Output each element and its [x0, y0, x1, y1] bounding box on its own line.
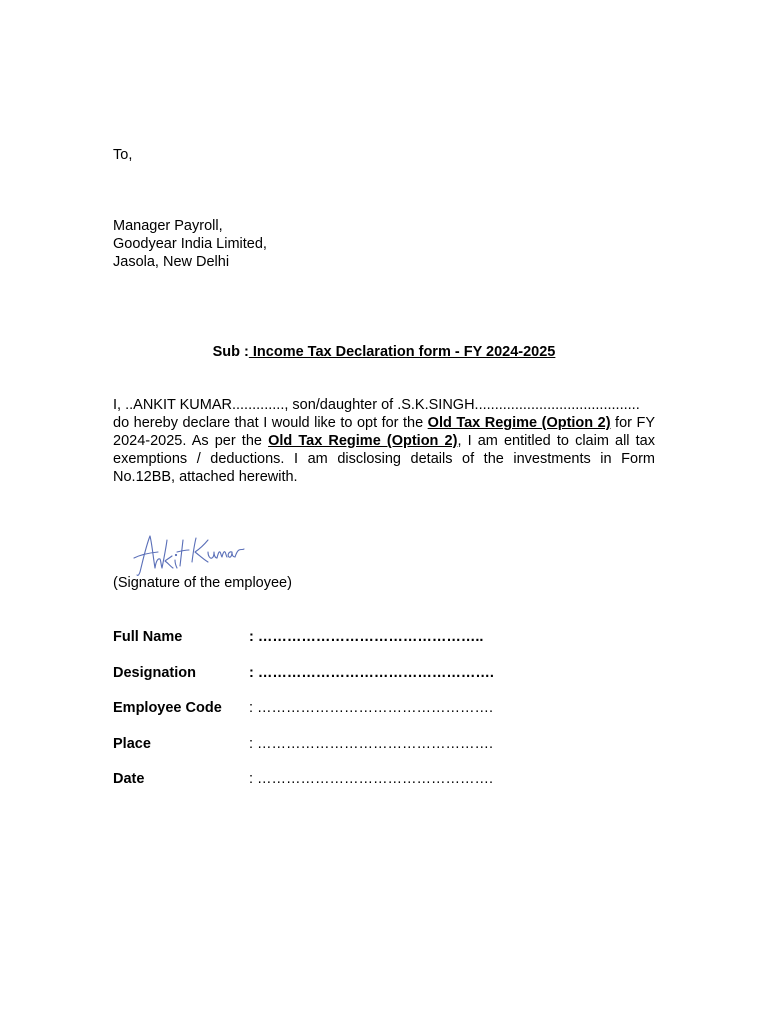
field-value[interactable]: : ………………………………………….	[249, 700, 494, 717]
field-label: Place	[113, 735, 151, 752]
field-value[interactable]: : ………………………………………….	[249, 664, 494, 681]
subject-line	[113, 343, 655, 361]
subject-title: Income Tax Declaration form - FY 2024-2025	[248, 344, 556, 360]
paragraph-text: do hereby declare that I would like to opt for the	[113, 415, 428, 431]
subject-prefix: Sub :	[212, 344, 249, 360]
field-place	[113, 735, 533, 771]
paragraph-text: for FY 2024-2025. As per the	[113, 415, 655, 449]
field-full-name	[113, 628, 533, 664]
field-label: Date	[113, 771, 145, 788]
field-value[interactable]: : ………………………………………….	[249, 735, 494, 752]
recipient-address	[113, 217, 267, 271]
salutation-to: To,	[113, 147, 133, 163]
handwritten-signature	[126, 528, 248, 578]
field-value[interactable]: : ………………………………………..	[249, 629, 484, 645]
paragraph-text: , I am entitled to claim all tax exemptions / deductions. I am disclosing details of the investments in Form No.12BB, attached herewith.	[113, 433, 655, 485]
signature-caption: (Signature of the employee)	[113, 575, 292, 591]
field-employee-code	[113, 699, 533, 735]
field-label: Employee Code	[113, 700, 222, 717]
regime-emphasis: Old Tax Regime (Option 2)	[268, 433, 458, 449]
employee-details	[113, 628, 533, 806]
field-label: Full Name	[113, 629, 183, 645]
field-date	[113, 770, 533, 806]
address-line: Goodyear India Limited,	[113, 236, 267, 252]
regime-emphasis: Old Tax Regime (Option 2)	[427, 415, 611, 431]
field-label: Designation	[113, 664, 196, 681]
declarant-line: I, ..ANKIT KUMAR............., son/daughter of .S.K.SINGH.........................................	[113, 397, 640, 413]
field-value[interactable]: : ………………………………………….	[249, 771, 494, 788]
address-line: Manager Payroll,	[113, 218, 223, 234]
declaration-paragraph	[113, 396, 655, 486]
field-designation	[113, 664, 533, 700]
address-line: Jasola, New Delhi	[113, 254, 230, 270]
